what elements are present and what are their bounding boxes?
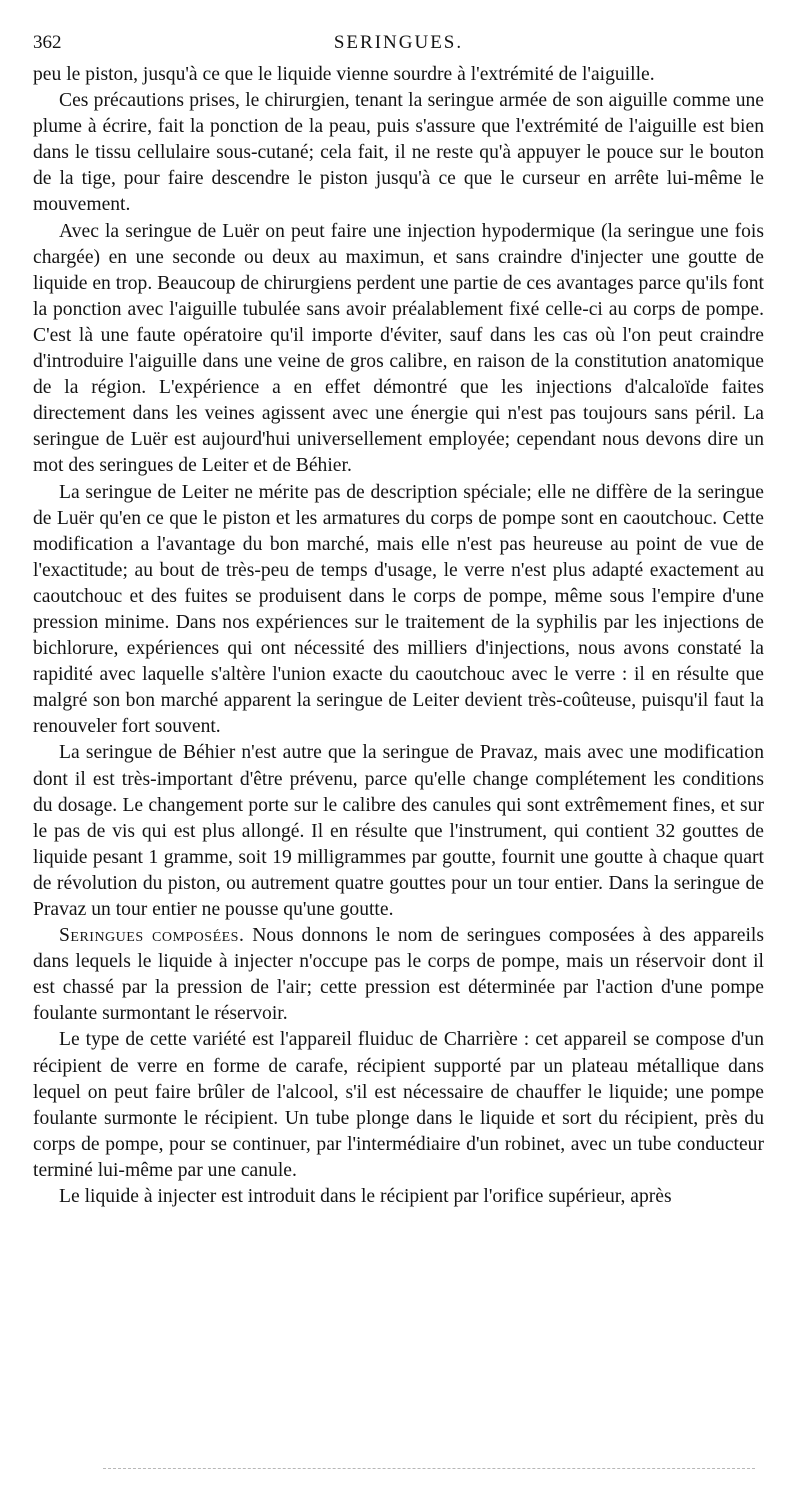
- running-head: [33, 30, 764, 56]
- footer-rule: [103, 1468, 755, 1469]
- running-title: SERINGUES.: [333, 32, 464, 53]
- paragraph-4: La seringue de Leiter ne mérite pas de description spéciale; elle ne diffère de la seringue de Luër qu'en ce que le piston et les armatures du corps de pompe sont en caoutchouc. Cette modification a l'avantage du bon marché, mais elle n'est pas heureuse au point de vue de l'exactitude; au bout de très-peu de temps d'usage, le verre n'est plus adapté exactement au caoutchouc et des fuites se produisent dans le corps de pompe, même sous l'empire d'une pression minime. Dans nos expériences sur le traitement de la syphilis par les injections de bichlorure, expériences qui ont nécessité des milliers d'injections, nous avons constaté la rapidité avec laquelle s'altère l'union exacte du caoutchouc avec le verre : il en résulte que malgré son bon marché apparent la seringue de Leiter devient très-coûteuse, puisqu'il faut la renouveler fort souvent.: [33, 481, 764, 738]
- paragraph-6-text: Nous donnons le nom de seringues composées à des appareils dans lequels le liquide à injecter n'occupe pas le corps de pompe, mais un réservoir dont il est chassé par la pression de l'air; cette pression est déterminée par l'action d'une pompe foulante surmontant le réservoir.: [33, 925, 764, 1025]
- page-number: 362: [33, 32, 62, 53]
- paragraph-1: peu le piston, jusqu'à ce que le liquide vienne sourdre à l'extrémité de l'aiguille.: [33, 64, 655, 85]
- body-text: [33, 62, 764, 1210]
- paragraph-8: Le liquide à injecter est introduit dans le récipient par l'orifice supérieur, après: [59, 1186, 672, 1208]
- paragraph-7: Le type de cette variété est l'appareil fluiduc de Charrière : cet appareil se compose d'un récipient de verre en forme de carafe, récipient supporté par un plateau métallique dans lequel on peut faire brûler de l'alcool, s'il est nécessaire de chauffer le liquide; une pompe foulante surmonte le récipient. Un tube plonge dans le liquide et sort du récipient, près du corps de pompe, pour se continuer, par l'intermédiaire d'un robinet, avec un tube conducteur terminé lui-même par une canule.: [33, 1029, 764, 1181]
- paragraph-6: [33, 923, 764, 1027]
- section-heading-seringues-composees: Seringues composées.: [59, 925, 245, 947]
- paragraph-3: Avec la seringue de Luër on peut faire une injection hypodermique (la seringue une fois chargée) en une seconde ou deux au maximun, et sans craindre d'injecter une goutte de liquide en trop. Beaucoup de chirurgiens perdent une partie de ces avantages parce qu'ils font la ponction avec l'aiguille tubulée sans avoir préalablement fixé celle-ci au corps de pompe. C'est là une faute opératoire qu'il importe d'éviter, sauf dans les cas où l'on peut craindre d'introduire l'aiguille dans une veine de gros calibre, en raison de la constitution anatomique de la région. L'expérience a en effet démontré que les injections d'alcaloïde faites directement dans les veines agissent avec une énergie qui n'est pas toujours sans péril. La seringue de Luër est aujourd'hui universellement employée; cependant nous devons dire un mot des seringues de Leiter et de Béhier.: [33, 220, 764, 477]
- paragraph-2: Ces précautions prises, le chirurgien, tenant la seringue armée de son aiguille comme une plume à écrire, fait la ponction de la peau, puis s'assure que l'extrémité de l'aiguille est bien dans le tissu cellulaire sous-cutané; cela fait, il ne reste qu'à appuyer le pouce sur le bouton de la tige, pour faire descendre le piston jusqu'à ce que le curseur en arrête lui-même le mouvement.: [33, 90, 764, 216]
- paragraph-5: La seringue de Béhier n'est autre que la seringue de Pravaz, mais avec une modification dont il est très-important d'être prévenu, parce qu'elle change complétement les conditions du dosage. Le changement porte sur le calibre des canules qui sont extrêmement fines, et sur le pas de vis qui est plus allongé. Il en résulte que l'instrument, qui contient 32 gouttes de liquide pesant 1 gramme, soit 19 milligrammes par goutte, fournit une goutte à chaque quart de révolution du piston, ou autrement quatre gouttes pour un tour entier. Dans la seringue de Pravaz un tour entier ne pousse qu'une goutte.: [33, 742, 764, 920]
